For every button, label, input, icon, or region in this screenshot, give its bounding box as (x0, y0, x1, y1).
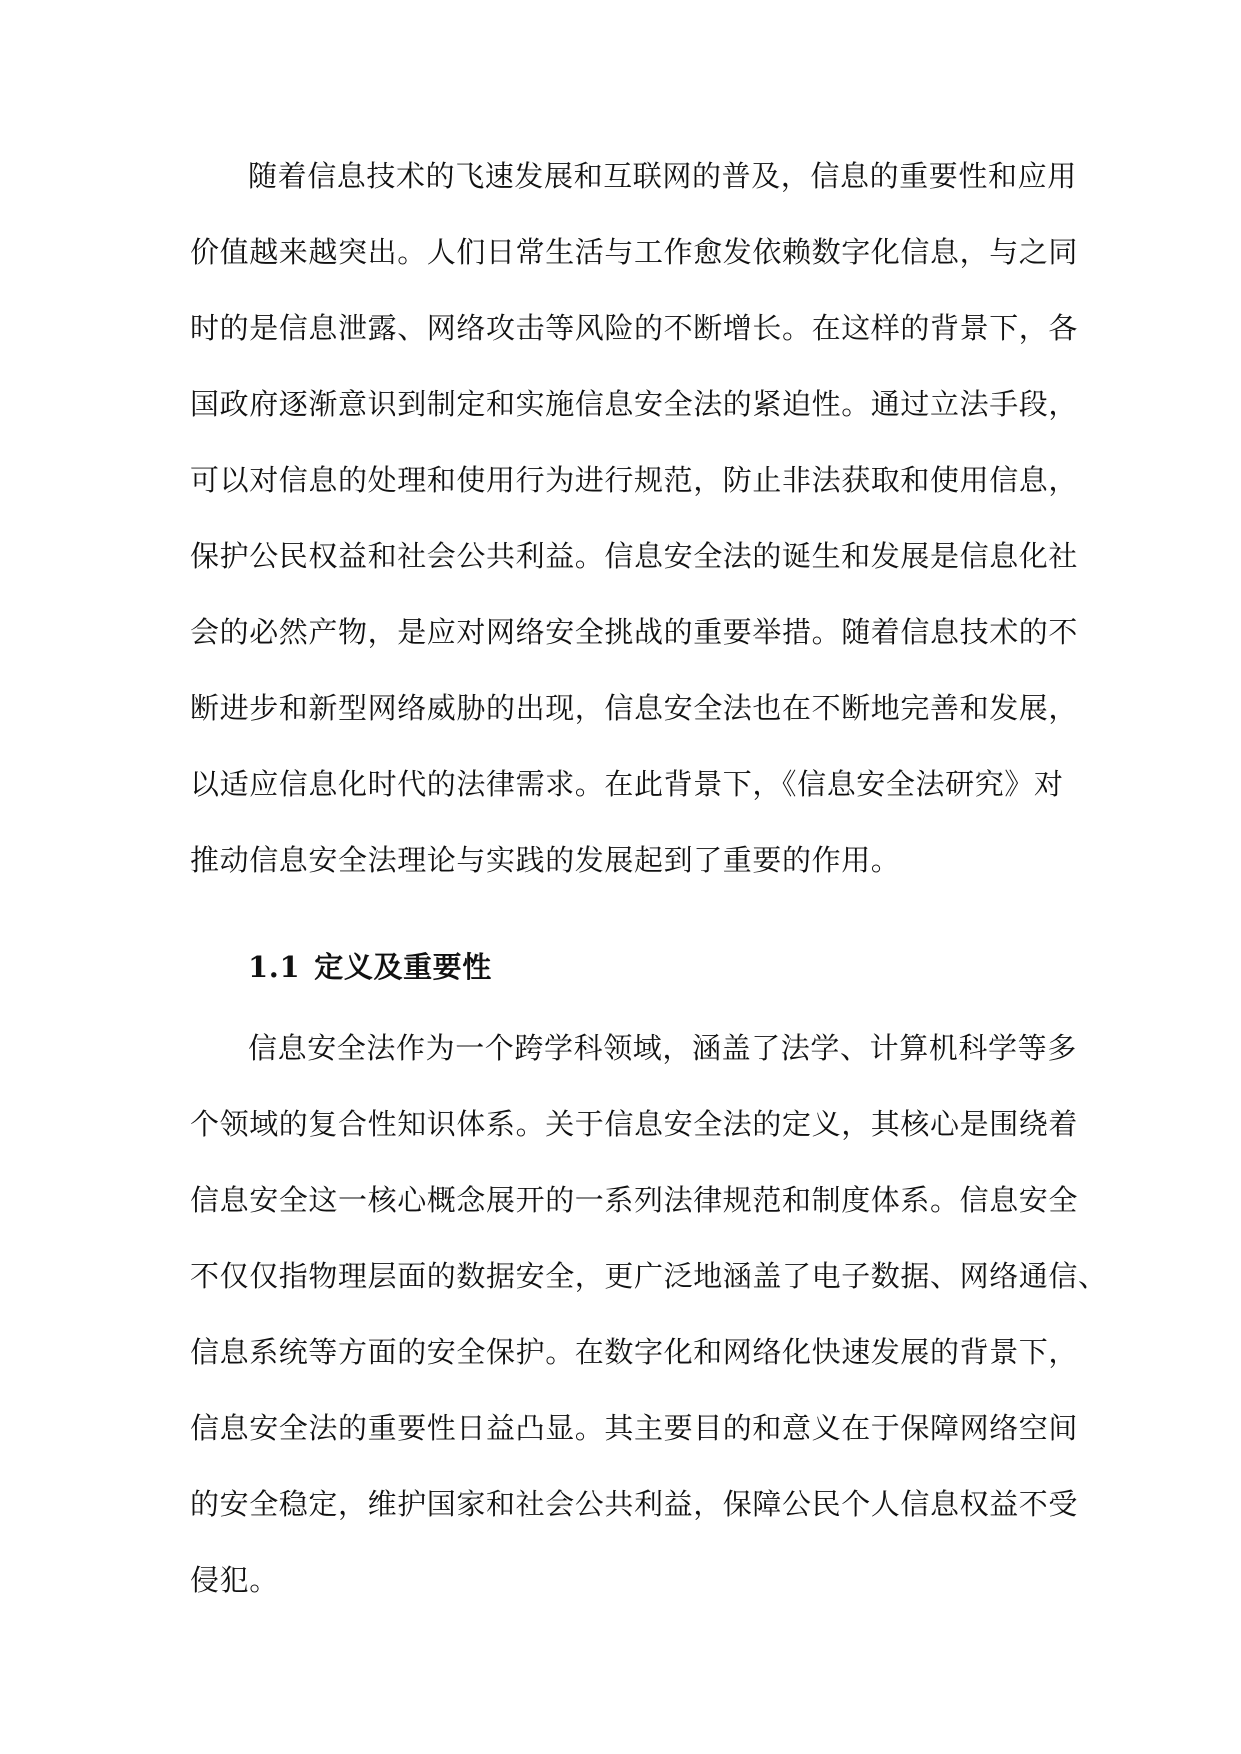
definition-paragraph (190, 1010, 1108, 1618)
paragraph-line: 保护公民权益和社会公共利益。信息安全法的诞生和发展是信息化社 (190, 539, 1079, 573)
paragraph-line: 时的是信息泄露、网络攻击等风险的不断增长。在这样的背景下，各 (190, 311, 1079, 345)
section-heading (190, 924, 1060, 1010)
paragraph-line: 随着信息技术的飞速发展和互联网的普及，信息的重要性和应用 (248, 159, 1077, 193)
section-number: 1.1 (248, 950, 301, 984)
paragraph-line: 以适应信息化时代的法律需求。在此背景下，《信息安全法研究》对 (190, 767, 1064, 801)
paragraph-line: 不仅仅指物理层面的数据安全，更广泛地涵盖了电子数据、网络通信、 (190, 1259, 1108, 1293)
paragraph-line: 信息安全法的重要性日益凸显。其主要目的和意义在于保障网络空间 (190, 1411, 1079, 1445)
paragraph-line: 价值越来越突出。人们日常生活与工作愈发依赖数字化信息，与之同 (190, 235, 1079, 269)
paragraph-line: 会的必然产物，是应对网络安全挑战的重要举措。随着信息技术的不 (190, 615, 1079, 649)
paragraph-line: 推动信息安全法理论与实践的发展起到了重要的作用。 (190, 843, 901, 877)
paragraph-line: 信息系统等方面的安全保护。在数字化和网络化快速发展的背景下， (190, 1335, 1079, 1369)
paragraph-line: 的安全稳定，维护国家和社会公共利益，保障公民个人信息权益不受 (190, 1487, 1079, 1521)
paragraph-line: 断进步和新型网络威胁的出现，信息安全法也在不断地完善和发展， (190, 691, 1079, 725)
paragraph-line: 侵犯。 (190, 1563, 279, 1597)
paragraph-line: 可以对信息的处理和使用行为进行规范，防止非法获取和使用信息， (190, 463, 1079, 497)
paragraph-line: 信息安全这一核心概念展开的一系列法律规范和制度体系。信息安全 (190, 1183, 1079, 1217)
intro-paragraph (190, 138, 1079, 898)
paragraph-line: 国政府逐渐意识到制定和实施信息安全法的紧迫性。通过立法手段， (190, 387, 1079, 421)
document-body (190, 138, 1108, 1618)
paragraph-line: 个领域的复合性知识体系。关于信息安全法的定义，其核心是围绕着 (190, 1107, 1079, 1141)
section-title: 定义及重要性 (314, 950, 492, 984)
paragraph-line: 信息安全法作为一个跨学科领域，涵盖了法学、计算机科学等多 (248, 1031, 1077, 1065)
